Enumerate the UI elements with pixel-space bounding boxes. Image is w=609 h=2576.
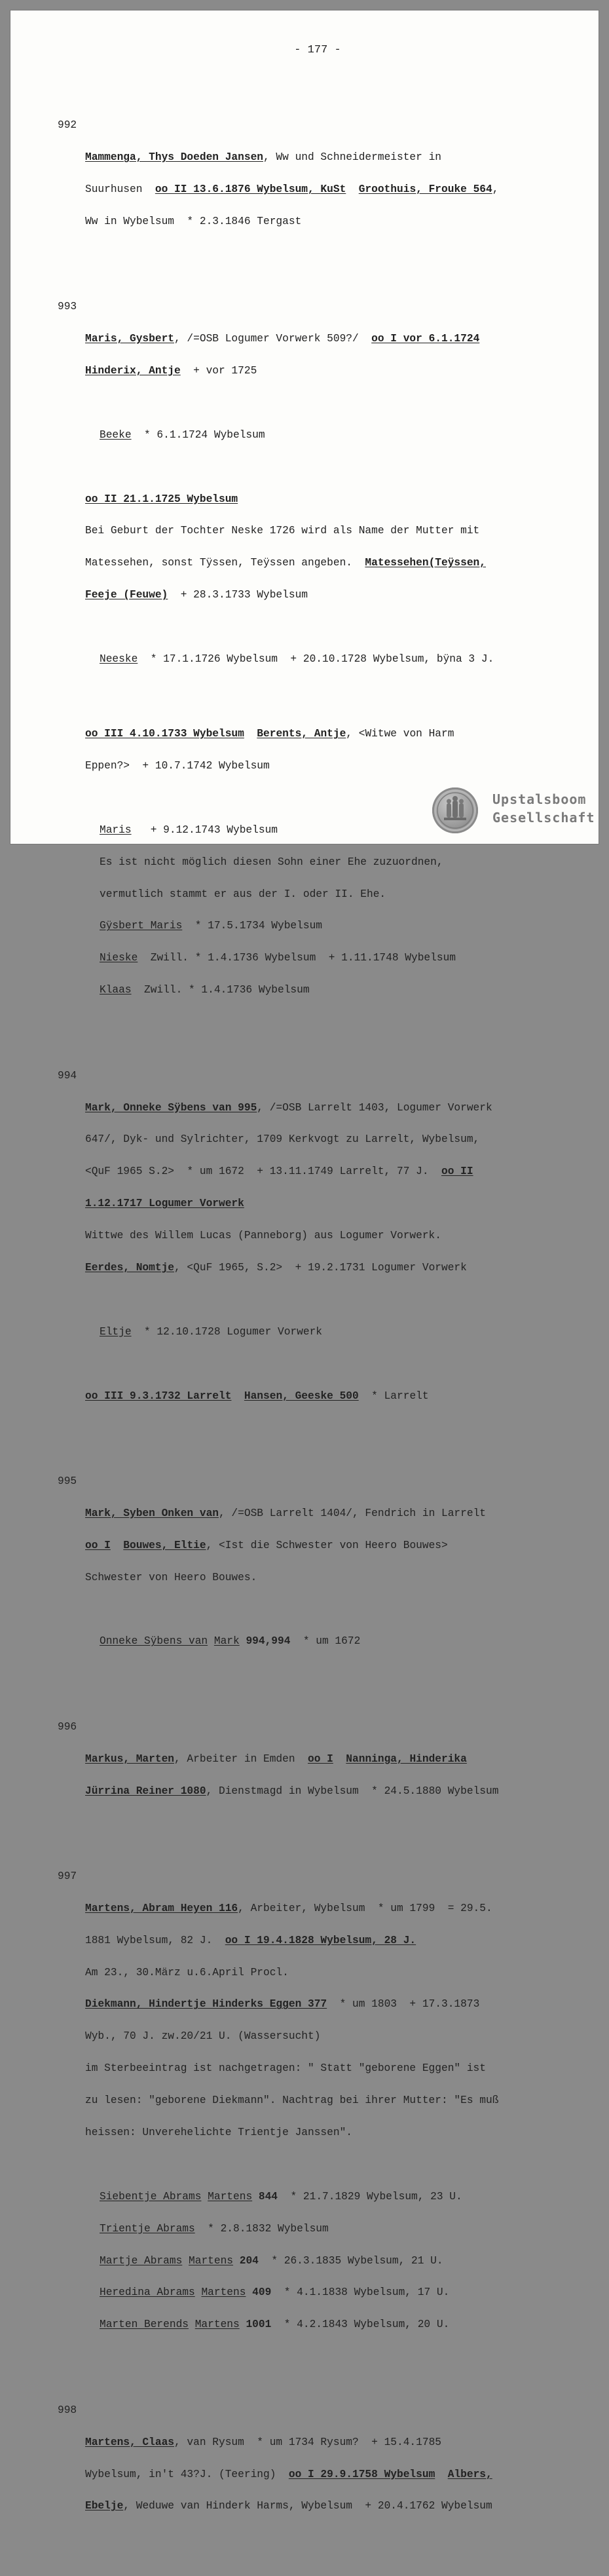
entry-note: heissen: Unverehelichte Trientje Janssen". [85, 2127, 352, 2138]
spouse-name: Berents, Antje [257, 728, 346, 740]
person-name: Mark, Syben Onken van [85, 1507, 219, 1519]
marriage-record: 1.12.1717 Logumer Vorwerk [85, 1198, 244, 1210]
child-name: Trientje Abrams [100, 2222, 195, 2235]
child-name: Nieske [100, 952, 138, 964]
society-logo [432, 787, 596, 833]
entry-line: Ww in Wybelsum * 2.3.1846 Tergast [85, 215, 302, 227]
person-name: Mammenga, Thys Doeden Jansen [85, 151, 263, 164]
cross-reference: 204 [239, 2254, 259, 2267]
entry-996: 996 Markus, Marten, Arbeiter in Emden oo I Nanninga, Hinderika Jürrina Reiner 1080, Dienstmagd in Wybelsum * 24.5.1880 Wybelsum [58, 1720, 499, 1797]
spouse-name: Groothuis, Frouke 564 [358, 183, 492, 195]
spouse-name: Matessehen(Teÿssen, [365, 557, 486, 569]
child-line: Martje Abrams Martens 204 * 26.3.1835 Wybelsum, 21 U. [100, 2254, 443, 2267]
person-name: Maris, Gysbert [85, 333, 174, 345]
person-name: Mark, Onneke Sÿbens van 995 [85, 1101, 257, 1114]
person-name: Markus, Marten [85, 1752, 174, 1765]
entry-993: 993 Maris, Gysbert, /=OSB Logumer Vorwerk 509?/ oo I vor 6.1.1724 Hinderix, Antje + vor 1725 Beeke * 6.1.1724 Wybelsum oo II 21.1.1725 Wybelsum Bei Geburt der Tochter Neske 1726 wird als Name der Mutter mit Matessehen, sonst Tÿssen, Teÿssen angeben. Matessehen(Teÿssen, Feeje (Feuwe) + 28.3.1733 Wybelsum Neeske * 17.1.1726 Wybelsum + 20.10.1728 Wybelsum, bÿna 3 J. oo III 4.10.1733 Wybelsum Berents, Antje, <Witwe von Harm Eppen?> + 10.7.1742 Wybelsum Maris + 9.12.1743 Wybelsum Es ist nicht möglich diesen Sohn einer Ehe zuzuordnen, vermutlich stammt er aus der I. oder II. Ehe. Gÿsbert Maris * 17.5.1734 Wybelsum Nieske Zwill. * 1.4.1736 Wybelsum + 1.11.1748 Wybelsum Klaas Zwill. * 1.4.1736 Wybelsum [58, 301, 581, 1017]
page-number: - 177 - [294, 44, 341, 56]
spouse-name: Diekmann, Hindertje Hinderks Eggen 377 [85, 1998, 327, 2011]
spouse-name: Ebelje [85, 2500, 124, 2512]
child-line: Siebentje Abrams Martens 844 * 21.7.1829 Wybelsum, 23 U. [100, 2190, 462, 2203]
entry-994: 994 Mark, Onneke Sÿbens van 995, /=OSB Larrelt 1403, Logumer Vorwerk 647/, Dyk- und Sylrichter, 1709 Kerkvogt zu Larrelt, Wybelsum, <QuF 1965 S.2> * um 1672 + 13.11.1749 Larrelt, 77 J. oo II 1.12.1717 Logumer Vorwerk Wittwe des Willem Lucas (Panneborg) aus Logumer Vorwerk. Eerdes, Nomtje, <QuF 1965, S.2> + 19.2.1731 Logumer Vorwerk Eltje * 12.10.1728 Logumer Vorwerk oo III 9.3.1732 Larrelt Hansen, Geeske 500 * Larrelt [58, 1070, 581, 1423]
entry-998: 998 Martens, Claas, van Rysum * um 1734 Rysum? + 15.4.1785 Wybelsum, in't 43?J. (Teering) oo I 29.9.1758 Wybelsum Albers, Ebelje, Weduwe van Hinderk Harms, Wybelsum + 20.4.1762 Wybelsum [58, 2404, 492, 2512]
entry-note: Bei Geburt der Tochter Neske 1726 wird als Name der Mutter mit [85, 525, 480, 537]
entry-line: Eppen?> + 10.7.1742 Wybelsum [85, 760, 270, 772]
child-surname: Martens [189, 2254, 234, 2267]
spouse-name: Albers, [447, 2468, 492, 2480]
entry-number: 992 [58, 119, 77, 132]
document-body [58, 77, 581, 2575]
child-name: Neeske [100, 653, 138, 666]
entry-note: Am 23., 30.März u.6.April Procl. [85, 1966, 289, 1979]
cross-reference: 994,994 [246, 1635, 291, 1648]
marriage-record: oo II [441, 1165, 473, 1178]
child-line: Klaas Zwill. * 1.4.1736 Wybelsum [100, 984, 310, 996]
spouse-name: Nanninga, Hinderika [346, 1752, 467, 1765]
society-name: Upstalsboom Gesellschaft [492, 791, 595, 825]
spouse-name: Hinderix, Antje [85, 365, 181, 377]
entry-number: 998 [58, 2404, 77, 2416]
marriage-record: oo I vor 6.1.1724 [371, 333, 480, 345]
child-line: Eltje * 12.10.1728 Logumer Vorwerk [100, 1325, 323, 1338]
child-line: Trientje Abrams * 2.8.1832 Wybelsum [100, 2222, 329, 2235]
marriage-record: oo II 13.6.1876 Wybelsum, KuSt [155, 183, 346, 195]
entry-number: 996 [58, 1720, 77, 1733]
entry-997: 997 Martens, Abram Heyen 116, Arbeiter, Wybelsum * um 1799 = 29.5. 1881 Wybelsum, 82 J. oo I 19.4.1828 Wybelsum, 28 J. Am 23., 30.März u.6.April Procl. Diekmann, Hindertje Hinderks Eggen 377 * um 1803 + 17.3.1873 Wyb., 70 J. zw.20/21 U. (Wassersucht) im Sterbeeintrag ist nachgetragen: " Statt "geborene Eggen" ist zu lesen: "geborene Diekmann". Nachtrag bei ihrer Mutter: "Es muß heissen: Unverehelichte Trientje Janssen". Siebentje Abrams Martens 844 * 21.7.1829 Wybelsum, 23 U. Trientje Abrams * 2.8.1832 Wybelsum Martje Abrams Martens 204 * 26.3.1835 Wybelsum, 21 U. Heredina Abrams Martens 409 * 4.1.1838 Wybelsum, 17 U. Marten Berends Martens 1001 * 4.2.1843 Wybelsum, 20 U. [58, 1871, 581, 2351]
upstalsboom-seal-icon [432, 787, 478, 833]
child-surname: Martens [194, 2319, 240, 2331]
cross-reference: 844 [258, 2190, 278, 2203]
spouse-name: Jürrina Reiner 1080 [85, 1785, 206, 1797]
spouse-name: Hansen, Geeske 500 [244, 1390, 359, 1402]
entry-995: 995 Mark, Syben Onken van, /=OSB Larrelt 1404/, Fendrich in Larrelt oo I Bouwes, Eltie, <Ist die Schwester von Heero Bouwes> Schwester von Heero Bouwes. Onneke Sÿbens van Mark 994,994 * um 1672 [58, 1476, 581, 1668]
marriage-record: oo III 9.3.1732 Larrelt [85, 1390, 232, 1402]
child-line: Neeske * 17.1.1726 Wybelsum + 20.10.1728 Wybelsum, bÿna 3 J. [100, 653, 494, 666]
entry-note: Schwester von Heero Bouwes. [85, 1571, 257, 1583]
child-name: Siebentje Abrams [100, 2190, 202, 2203]
child-line: Marten Berends Martens 1001 * 4.2.1843 Wybelsum, 20 U. [100, 2319, 450, 2331]
cross-reference: 1001 [246, 2319, 272, 2331]
document-page [10, 10, 599, 2512]
entry-number: 993 [58, 301, 77, 313]
child-line: Nieske Zwill. * 1.4.1736 Wybelsum + 1.11.1748 Wybelsum [100, 952, 456, 964]
child-name: Eltje [100, 1325, 132, 1338]
child-name: Onneke Sÿbens van [100, 1635, 208, 1648]
entry-note: zu lesen: "geborene Diekmann". Nachtrag bei ihrer Mutter: "Es muß [85, 2094, 499, 2107]
spouse-name: Feeje (Feuwe) [85, 589, 168, 601]
child-name: Maris [100, 824, 132, 836]
entry-note: vermutlich stammt er aus der I. oder II. Ehe. [100, 888, 386, 900]
child-name: Martje Abrams [100, 2254, 183, 2267]
entry-note: Wittwe des Willem Lucas (Panneborg) aus Logumer Vorwerk. [85, 1230, 441, 1242]
entry-note: Es ist nicht möglich diesen Sohn einer Ehe zuzuordnen, [100, 856, 443, 868]
marriage-record: oo III 4.10.1733 Wybelsum [85, 728, 244, 740]
child-line: Onneke Sÿbens van Mark 994,994 * um 1672 [100, 1635, 361, 1648]
person-name: Martens, Abram Heyen 116 [85, 1902, 238, 1914]
entry-number: 997 [58, 1870, 77, 1882]
marriage-record: oo II 21.1.1725 Wybelsum [85, 493, 238, 505]
child-name: Heredina Abrams [100, 2286, 195, 2299]
marriage-record: oo I [85, 1539, 111, 1551]
entry-number: 994 [58, 1069, 77, 1082]
cross-reference: 409 [252, 2286, 272, 2299]
spouse-name: Eerdes, Nomtje [85, 1261, 174, 1274]
child-surname: Martens [201, 2286, 246, 2299]
child-surname: Mark [213, 1635, 240, 1648]
entry-line: Wyb., 70 J. zw.20/21 U. (Wassersucht) [85, 2030, 321, 2043]
child-line: Heredina Abrams Martens 409 * 4.1.1838 Wybelsum, 17 U. [100, 2286, 450, 2299]
child-name: Marten Berends [100, 2319, 189, 2331]
child-name: Beeke [100, 428, 132, 441]
child-surname: Martens [208, 2190, 253, 2203]
child-line: Maris + 9.12.1743 Wybelsum [100, 824, 278, 836]
child-line: Beeke * 6.1.1724 Wybelsum [100, 428, 265, 441]
entry-992: 992 Mammenga, Thys Doeden Jansen, Ww und Schneidermeister in Suurhusen oo II 13.6.1876 Wybelsum, KuSt Groothuis, Frouke 564, Ww in Wybelsum * 2.3.1846 Tergast [58, 120, 581, 248]
marriage-record: oo I 29.9.1758 Wybelsum [288, 2468, 435, 2480]
entry-note: im Sterbeeintrag ist nachgetragen: " Statt "geborene Eggen" ist [85, 2062, 486, 2075]
child-line: Gÿsbert Maris * 17.5.1734 Wybelsum [100, 920, 323, 932]
child-name: Gÿsbert Maris [100, 920, 183, 932]
child-name: Klaas [100, 984, 132, 996]
entry-number: 995 [58, 1475, 77, 1487]
marriage-record: oo I 19.4.1828 Wybelsum, 28 J. [225, 1934, 416, 1946]
marriage-record: oo I [308, 1752, 333, 1765]
person-name: Martens, Claas [85, 2436, 174, 2448]
spouse-name: Bouwes, Eltie [123, 1539, 206, 1551]
entry-line: 647/, Dyk- und Sylrichter, 1709 Kerkvogt zu Larrelt, Wybelsum, [85, 1133, 480, 1146]
